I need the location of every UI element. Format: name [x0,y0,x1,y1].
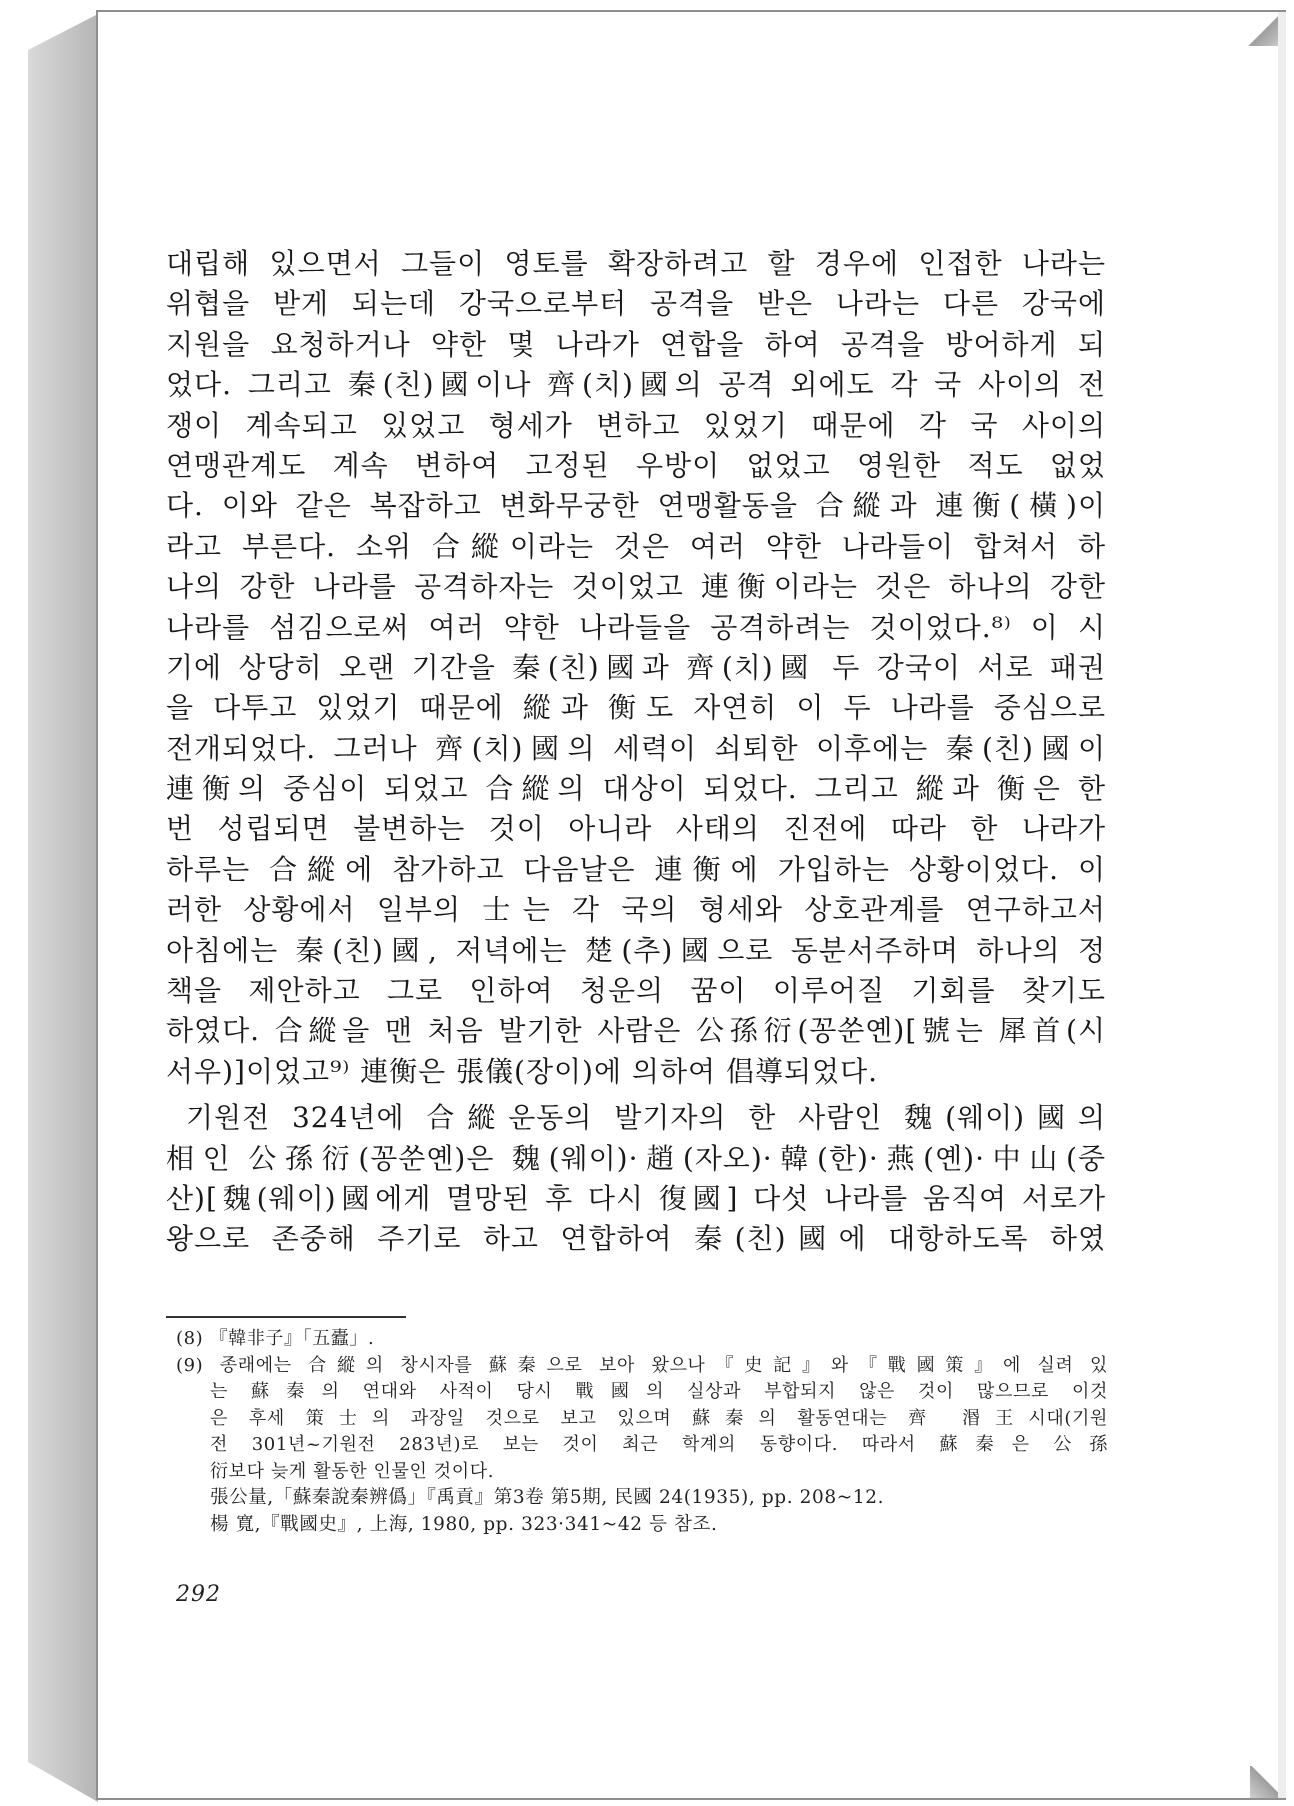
text-line: 라고 부른다. 소위 合縱이라는 것은 여러 약한 나라들이 합쳐서 하 [166,529,1106,563]
text-line: 나라를 섬김으로써 여러 약한 나라들을 공격하려는 것이었다.⁸⁾ 이 시 [166,610,1106,644]
text-line: 번 성립되면 불변하는 것이 아니라 사태의 진전에 따라 한 나라가 [166,812,1106,846]
text-line: 다. 이와 같은 복잡하고 변화무궁한 연맹활동을 合縱과 連衡(橫)이 [166,489,1106,523]
text-line: 連衡의 중심이 되었고 合縱의 대상이 되었다. 그리고 縱과 衡은 한 [166,772,1106,806]
text-line: 아침에는 秦(친)國, 저녁에는 楚(추)國으로 동분서주하며 하나의 정 [166,933,1106,967]
paragraph-start-line: 기원전 324년에 合縱운동의 발기자의 한 사람인 魏(웨이)國의 [186,1101,1106,1135]
text-line: 연맹관계도 계속 변하여 고정된 우방이 없었고 영원한 적도 없었 [166,448,1106,482]
footnotes [176,1326,1108,1538]
page-number: 292 [176,1582,221,1607]
text-line: 하루는 合縱에 참가하고 다음날은 連衡에 가입하는 상황이었다. 이 [166,852,1106,886]
footnote-9-line: (9) 종래에는 合縱의 창시자를 蘇秦으로 보아 왔으나『史記』와『戰國策』에 실려 있 [176,1354,1108,1376]
text-line: 전개되었다. 그러나 齊(치)國의 세력이 쇠퇴한 이후에는 秦(친)國이 [166,731,1106,765]
text-line: 쟁이 계속되고 있었고 형세가 변하고 있었기 때문에 각 국 사이의 [166,408,1106,442]
footnote-9-line: 전 301년~기원전 283년)로 보는 것이 최근 학계의 동향이다. 따라서 蘇秦은 公孫 [210,1434,1108,1455]
text-line: 러한 상황에서 일부의 士는 각 국의 형세와 상호관계를 연구하고서 [166,893,1106,927]
text-line: 지원을 요청하거나 약한 몇 나라가 연합을 하여 공격을 방어하게 되 [166,327,1106,361]
footnote-9-line: 은 후세 策士의 과장일 것으로 보고 있으며 蘇秦의 활동연대는 齊 湣王시대(기원 [210,1407,1108,1429]
text-line: 산)[魏(웨이)國에게 멸망된 후 다시 復國] 다섯 나라를 움직여 서로가 [166,1181,1106,1215]
footnote-reference: 張公量,「蘇秦說秦辨僞」『禹貢』第3卷 第5期, 民國 24(1935), pp. 208~12. [210,1487,885,1508]
footnote-9-line: 衍보다 늦게 활동한 인물인 것이다. [210,1460,495,1482]
text-line: 었다. 그리고 秦(친)國이나 齊(치)國의 공격 외에도 각 국 사이의 전 [166,368,1106,402]
footnote-rule [166,1316,406,1318]
page-corner-top-right [1248,12,1284,46]
footnote-9-line: 는 蘇秦의 연대와 사적이 당시 戰國의 실상과 부합되지 않은 것이 많으므로 이것 [210,1381,1108,1402]
text-line: 대립해 있으면서 그들이 영토를 확장하려고 할 경우에 인접한 나라는 [166,247,1106,280]
page-corner-bottom-right [1250,1766,1284,1798]
footnote-reference: 楊 寬,『戰國史』, 上海, 1980, pp. 323·341~42 등 참조. [210,1513,718,1535]
text-line: 기에 상당히 오랜 기간을 秦(친)國과 齊(치)國 두 강국이 서로 패권 [166,650,1106,684]
text-line: 나의 강한 나라를 공격하자는 것이었고 連衡이라는 것은 하나의 강한 [166,570,1106,604]
text-line: 서우)]이었고⁹⁾ 連衡은 張儀(장이)에 의하여 倡導되었다. [166,1054,879,1088]
footnote-8: (8) 『韓非子』「五蠹」. [176,1328,375,1349]
book-spine [28,14,98,1802]
body-text [166,244,1106,1260]
text-line: 하였다. 合縱을 맨 처음 발기한 사람은 公孫衍(꽁쑨옌)[號는 犀首(시 [166,1014,1106,1048]
text-line: 을 다투고 있었기 때문에 縱과 衡도 자연히 이 두 나라를 중심으로 [166,691,1106,725]
text-line: 위협을 받게 되는데 강국으로부터 공격을 받은 나라는 다른 강국에 [166,287,1106,321]
text-line: 왕으로 존중해 주기로 하고 연합하여 秦(친)國에 대항하도록 하였 [166,1222,1106,1256]
text-line: 相인 公孫衍(꽁쑨옌)은 魏(웨이)·趙(자오)·韓(한)·燕(옌)·中山(중 [166,1141,1106,1175]
text-line: 책을 제안하고 그로 인하여 청운의 꿈이 이루어질 기회를 찾기도 [166,974,1106,1008]
